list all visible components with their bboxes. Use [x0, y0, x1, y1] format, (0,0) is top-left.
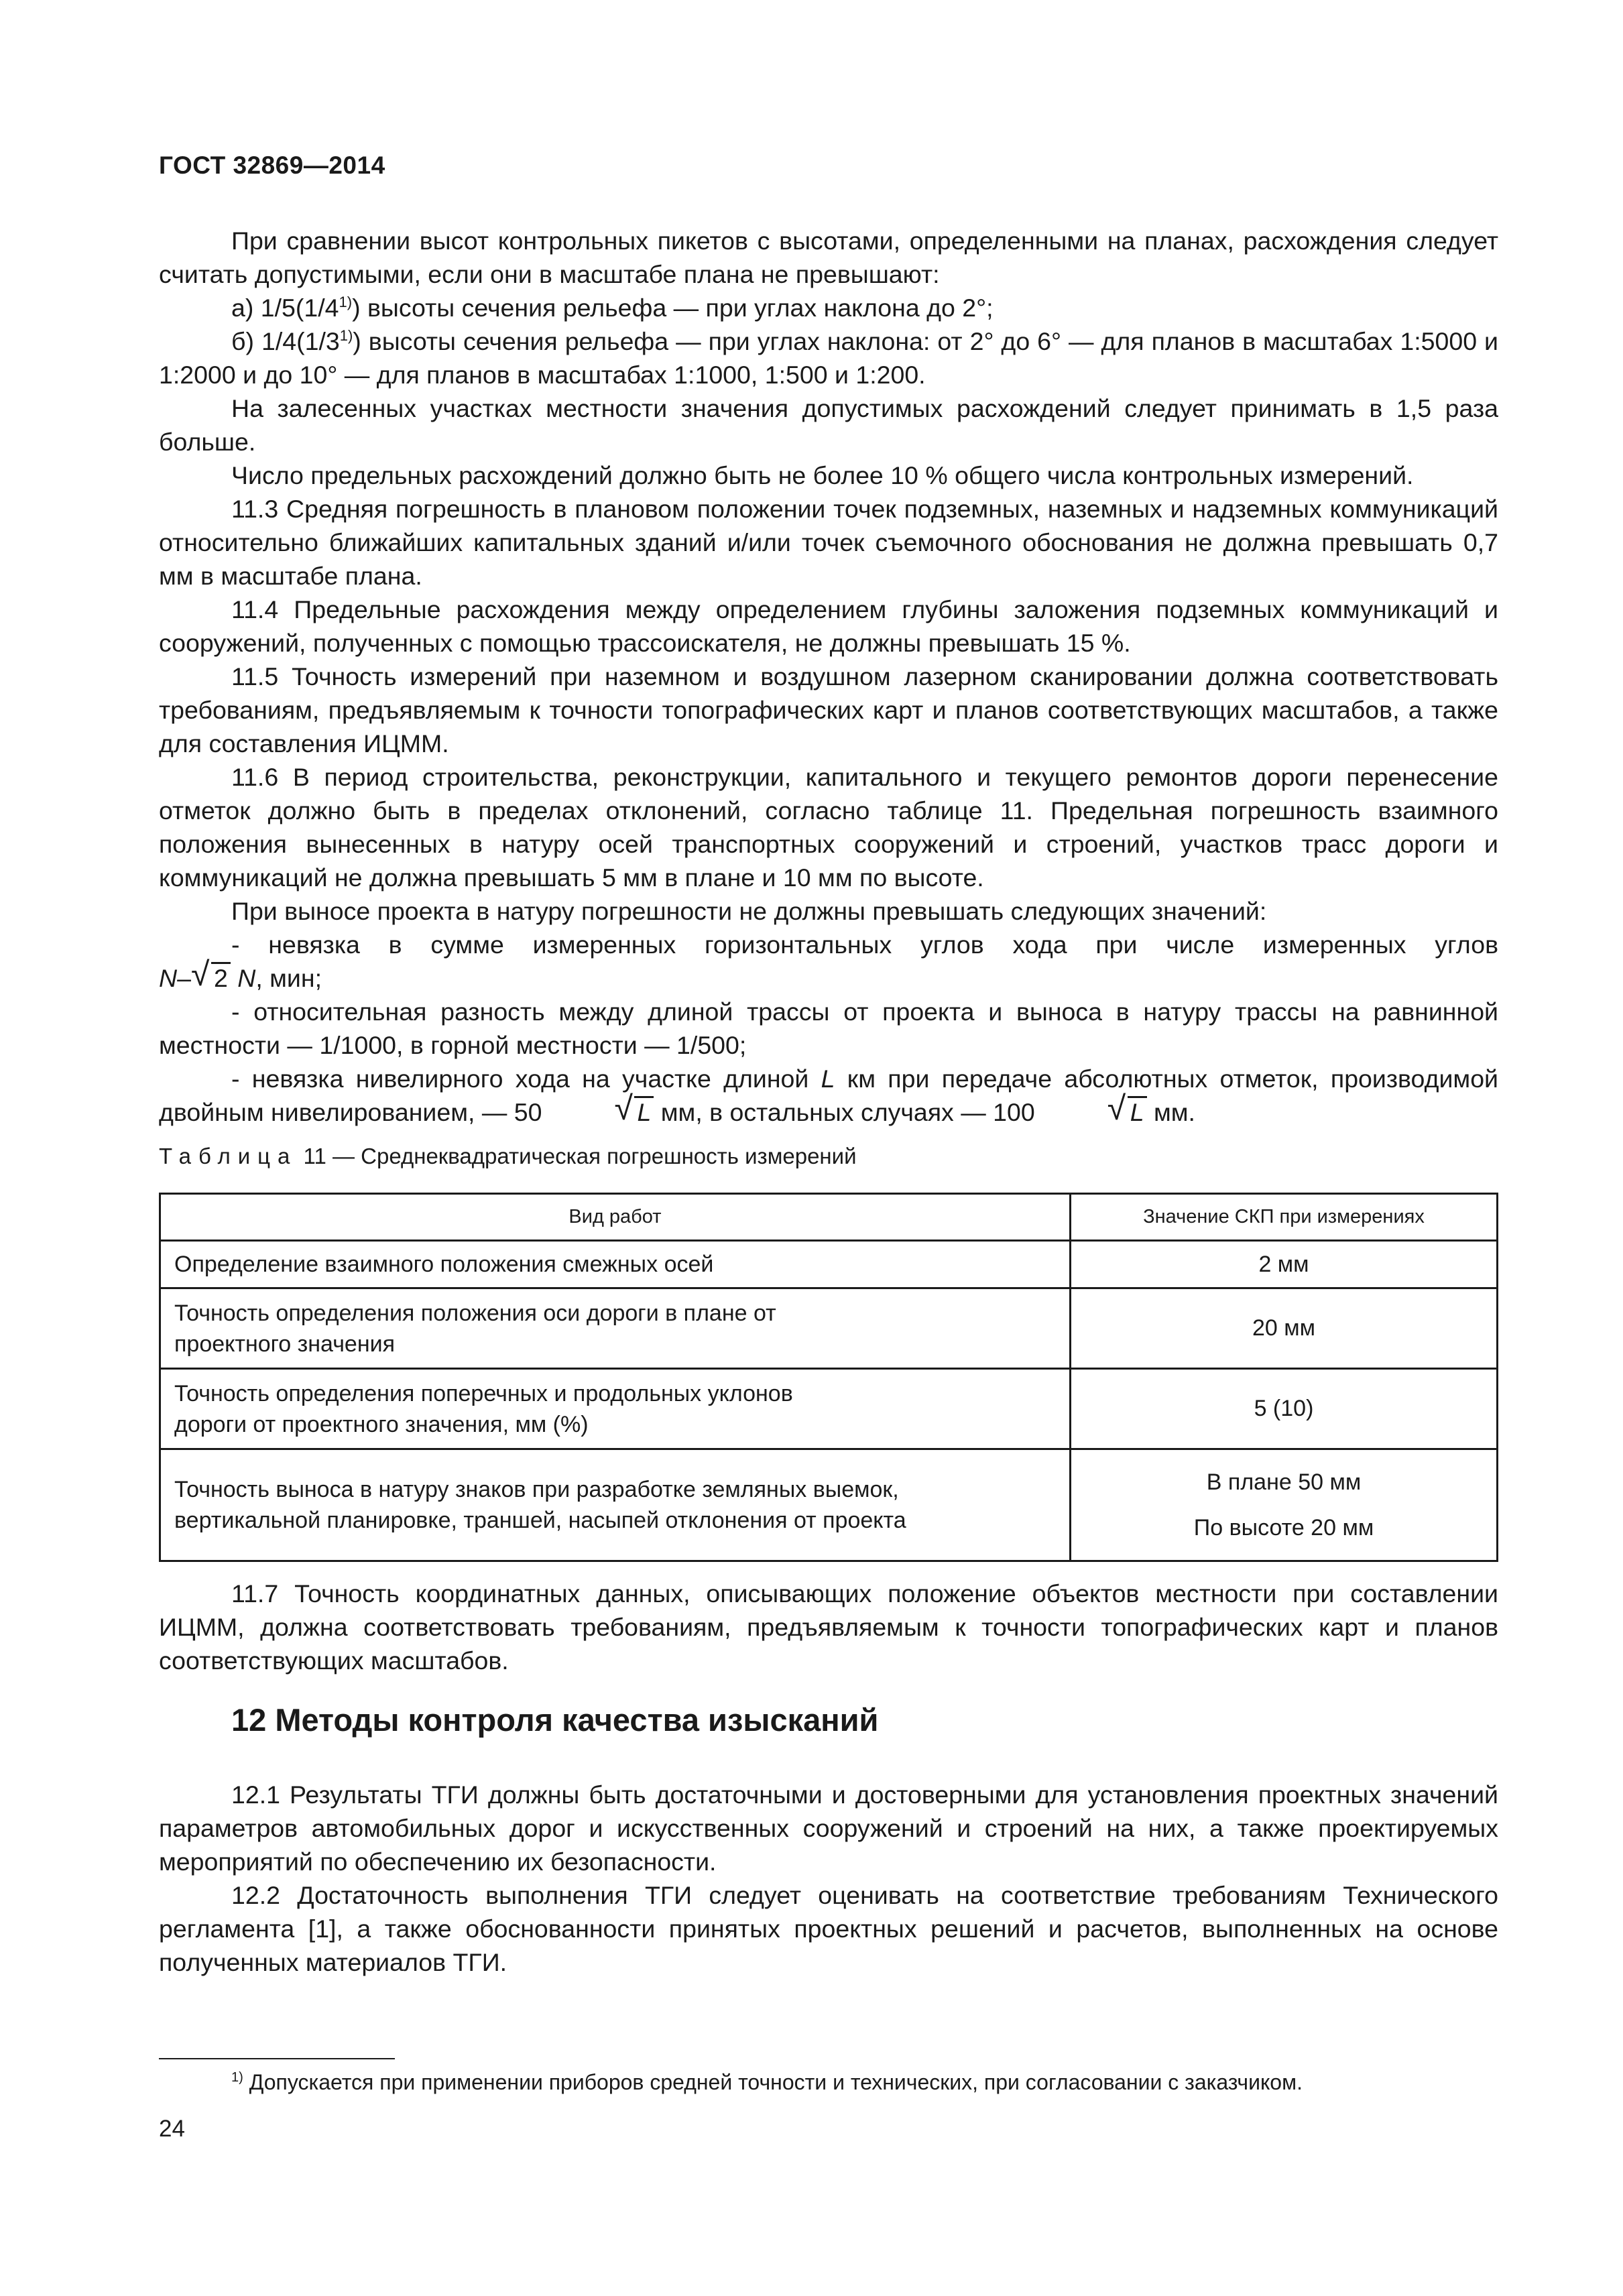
- cell-value: 5 (10): [1071, 1369, 1498, 1449]
- footnote: $^{1)}$ Допускается при применении приборов средней точности и технических, при согласовании с заказчиком.: [231, 2070, 1303, 2094]
- dash-item-1: - невязка в сумме измеренных горизонтальных углов хода при числе измеренных углов N– √ 2 N, мин;: [159, 928, 1498, 995]
- paragraph-12-1: 12.1 Результаты ТГИ должны быть достаточными и достоверными для установления проектных значений параметров автомобильных дорог и искусственных сооружений и строений на них, а также проектируемых мероприятий по обеспечению их безопасности.: [159, 1780, 1498, 1876]
- paragraph-12-2: 12.2 Достаточность выполнения ТГИ следует оценивать на соответствие требованиям Технического регламента [1], а также обоснованности принятых проектных решений и расчетов, выполненных на основе полученных материалов ТГИ.: [159, 1881, 1498, 1976]
- table-row: [160, 1241, 1498, 1288]
- table-row: [160, 1288, 1498, 1369]
- list-item-a: а) 1/5(1/4$^{1)}$) высоты сечения рельефа — при углах наклона до 2°;: [231, 294, 994, 322]
- table-caption: Таблица 11 — Среднеквадратическая погрешность измерений: [159, 1144, 857, 1168]
- body-text-11-7: [159, 1577, 1498, 1677]
- value-plan: В плане 50 мм: [1206, 1469, 1362, 1495]
- cell-work: Точность выноса в натуру знаков при разработке земляных выемок, вертикальной планировке, траншей, насыпей отклонения от проекта: [160, 1449, 1071, 1561]
- paragraph-11-3: 11.3 Средняя погрешность в плановом положении точек подземных, наземных и надземных коммуникаций относительно ближайших капитальных зданий и/или точек съемочного обоснования не должна превышать 0,7 мм в масштабе плана.: [159, 495, 1498, 590]
- cell-value: 2 мм: [1071, 1241, 1498, 1288]
- paragraph-11-4: 11.4 Предельные расхождения между определением глубины заложения подземных коммуникаций и сооружений, полученных с помощью трассоискателя, не должны превышать 15 %.: [159, 595, 1498, 657]
- footnote-ref: 1): [339, 294, 353, 310]
- paragraph-11-7: 11.7 Точность координатных данных, описывающих положение объектов местности при составлении ИЦММ, должна соответствовать требованиям, предъявляемым к точности топографических карт и планов соответствующих масштабов.: [159, 1579, 1498, 1675]
- document-code: ГОСТ 32869—2014: [159, 152, 385, 179]
- table-row: [160, 1369, 1498, 1449]
- paragraph-project: При выносе проекта в натуру погрешности не должны превышать следующих значений:: [231, 897, 1267, 925]
- list-item-b: б) 1/4(1/3$^{1)}$) высоты сечения рельефа — при углах наклона: от 2° до 6° — для планов в масштабах 1:5000 и 1:2000 и до 10° — для планов в масштабах 1:1000, 1:500 и 1:200.: [159, 327, 1498, 389]
- dash-item-3: - невязка нивелирного хода на участке длиной L км при передаче абсолютных отметок, производимой двойным нивелированием, — 50 √ L мм, в остальных случаях — 100 √ L мм.: [159, 1062, 1498, 1129]
- sqrt-sign: √ 2: [191, 961, 231, 995]
- cell-work: Точность определения поперечных и продольных уклонов дороги от проектного значения, мм (%): [160, 1369, 1071, 1449]
- section-title: 12 Методы контроля качества изысканий: [231, 1702, 879, 1738]
- header-value: Значение СКП при измерениях: [1071, 1194, 1498, 1241]
- cell-value: [1071, 1449, 1498, 1561]
- header-work-type: Вид работ: [160, 1194, 1071, 1241]
- cell-value: 20 мм: [1071, 1288, 1498, 1369]
- dash-item-2: - относительная разность между длиной трассы от проекта и выноса в натуру трассы на равнинной местности — 1/1000, в горной местности — 1/500;: [159, 998, 1498, 1059]
- page-number: 24: [159, 2116, 185, 2142]
- table-11: [159, 1193, 1498, 1562]
- paragraph-count: Число предельных расхождений должно быть не более 10 % общего числа контрольных измерений.: [231, 461, 1414, 489]
- paragraph-11-6: 11.6 В период строительства, реконструкции, капитального и текущего ремонтов дороги перенесение отметок должно быть в пределах отклонений, согласно таблице 11. Предельная погрешность взаимного положения вынесенных в натуру осей транспортных сооружений и строений, участков трасс дороги и коммуникаций не должна превышать 5 мм в плане и 10 мм по высоте.: [159, 763, 1498, 892]
- footnote-divider: [159, 2058, 395, 2059]
- footnote-ref: 1): [339, 327, 353, 344]
- sqrt-sign: √ L: [1035, 1095, 1147, 1129]
- table-row: [160, 1449, 1498, 1561]
- sqrt-sign: √ L: [542, 1095, 654, 1129]
- paragraph-comparison: При сравнении высот контрольных пикетов с высотами, определенными на планах, расхождения следует считать допустимыми, если они в масштабе плана не превышают:: [159, 227, 1498, 288]
- paragraph-forest: На залесенных участках местности значения допустимых расхождений следует принимать в 1,5 раза больше.: [159, 394, 1498, 456]
- cell-work: Определение взаимного положения смежных осей: [160, 1241, 1071, 1288]
- body-text-section-12: [159, 1778, 1498, 1979]
- body-text-top: [159, 224, 1498, 1129]
- table-header-row: [160, 1194, 1498, 1241]
- cell-work: Точность определения положения оси дороги в плане от проектного значения: [160, 1288, 1071, 1369]
- value-height: По высоте 20 мм: [1193, 1515, 1374, 1540]
- paragraph-11-5: 11.5 Точность измерений при наземном и воздушном лазерном сканировании должна соответствовать требованиям, предъявляемым к точности топографических карт и планов соответствующих масштабов, а также для составления ИЦММ.: [159, 662, 1498, 758]
